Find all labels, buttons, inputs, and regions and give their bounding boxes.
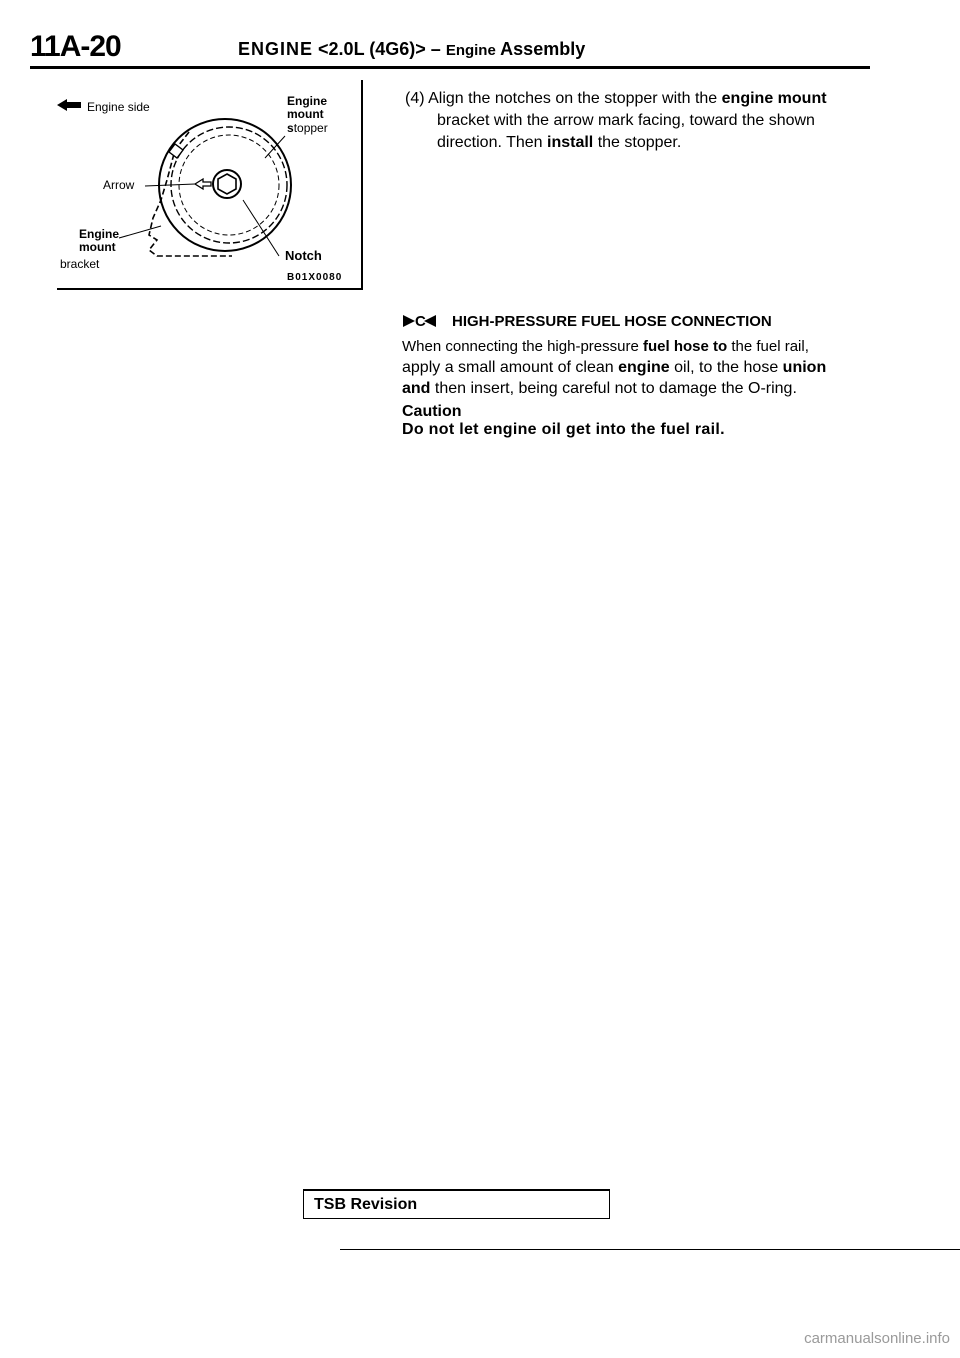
title-dash: – (430, 39, 441, 59)
paragraph-line-1-post: the fuel rail, (731, 338, 809, 355)
stopper-label (287, 121, 328, 135)
section-marker (403, 313, 436, 330)
watermark: carmanualsonline.info (804, 1330, 950, 1347)
engine-mount-stopper-figure (57, 80, 363, 290)
paragraph-line-2-mid: oil, to the hose (674, 359, 779, 376)
triangle-left-icon (424, 315, 436, 327)
paragraph-line-1 (402, 337, 809, 356)
paragraph-fuel-hose: fuel hose to (642, 338, 728, 355)
bolt-hex (218, 174, 236, 194)
subsection-bold: Assembly (500, 39, 586, 59)
engine-side-arrow-icon (57, 99, 81, 111)
caution-into: into (595, 421, 627, 438)
arrow-leader (145, 184, 195, 186)
caution-body-pre: Do not let engine oil get (402, 421, 591, 438)
step-4-line-3-pre: direction. Then (437, 134, 543, 151)
step-4-line-3 (437, 133, 681, 152)
arrow-label: Arrow (103, 178, 135, 192)
step-4-install: install (547, 134, 594, 151)
paragraph-line-2-pre: apply a small amount of clean (402, 359, 614, 376)
section-marker-letter: C (415, 313, 424, 330)
paragraph-line-3 (402, 379, 797, 398)
notch-label: Notch (285, 248, 322, 263)
subsection-name: Engine (445, 42, 496, 59)
triangle-right-icon (403, 315, 415, 327)
header-rule (30, 66, 870, 69)
engine-mount-bracket-label-2: mount (79, 240, 116, 254)
engine-mount-stopper-label-2: mount (287, 107, 324, 121)
section-name: ENGINE (238, 39, 314, 59)
stopper-label-s: s (287, 121, 294, 135)
page-number: 11A-20 (30, 30, 121, 63)
tsb-revision-box (303, 1189, 610, 1219)
page-title (238, 39, 585, 60)
step-4-engine-mount: engine mount (721, 90, 827, 107)
caution-fuel-rail: fuel rail. (660, 421, 725, 438)
step-4-line-2: bracket with the arrow mark facing, toward the shown (437, 112, 815, 129)
engine-mount-bracket-label-1: Engine (79, 227, 120, 241)
stopper-leader (265, 136, 285, 158)
bracket-label: bracket (60, 257, 100, 271)
step-4-line-3-post: the stopper. (597, 134, 682, 151)
paragraph-and: and (402, 380, 431, 397)
section-title: HIGH-PRESSURE FUEL HOSE CONNECTION (452, 313, 772, 330)
tsb-revision-label: TSB Revision (314, 1196, 418, 1213)
engine-model: <2.0L (4G6)> (318, 39, 426, 59)
section-heading (403, 313, 772, 330)
footer-rule (340, 1249, 960, 1250)
bracket-leader (119, 226, 161, 238)
stopper-arrow-mark (195, 179, 211, 189)
paragraph-line-3-post: then insert, being careful not to damage the O-ring. (434, 380, 797, 397)
engine-side-label: Engine side (87, 100, 150, 114)
caution-body (402, 420, 725, 439)
step-4-text: (4) Align the notches on the stopper with the (405, 90, 718, 107)
stopper-label-rest: topper (293, 121, 328, 135)
paragraph-engine: engine (618, 359, 670, 376)
caution-the: the (630, 421, 656, 438)
caution-title: Caution (402, 403, 462, 420)
figure-code: B01X0080 (287, 272, 343, 283)
bracket-outline (149, 132, 232, 256)
paragraph-line-2 (402, 358, 826, 377)
paragraph-line-1-pre: When connecting the high-pressure (402, 338, 639, 355)
step-4-line-1 (405, 89, 827, 108)
paragraph-union: union (782, 359, 827, 376)
engine-mount-stopper-label-1: Engine (287, 94, 328, 108)
